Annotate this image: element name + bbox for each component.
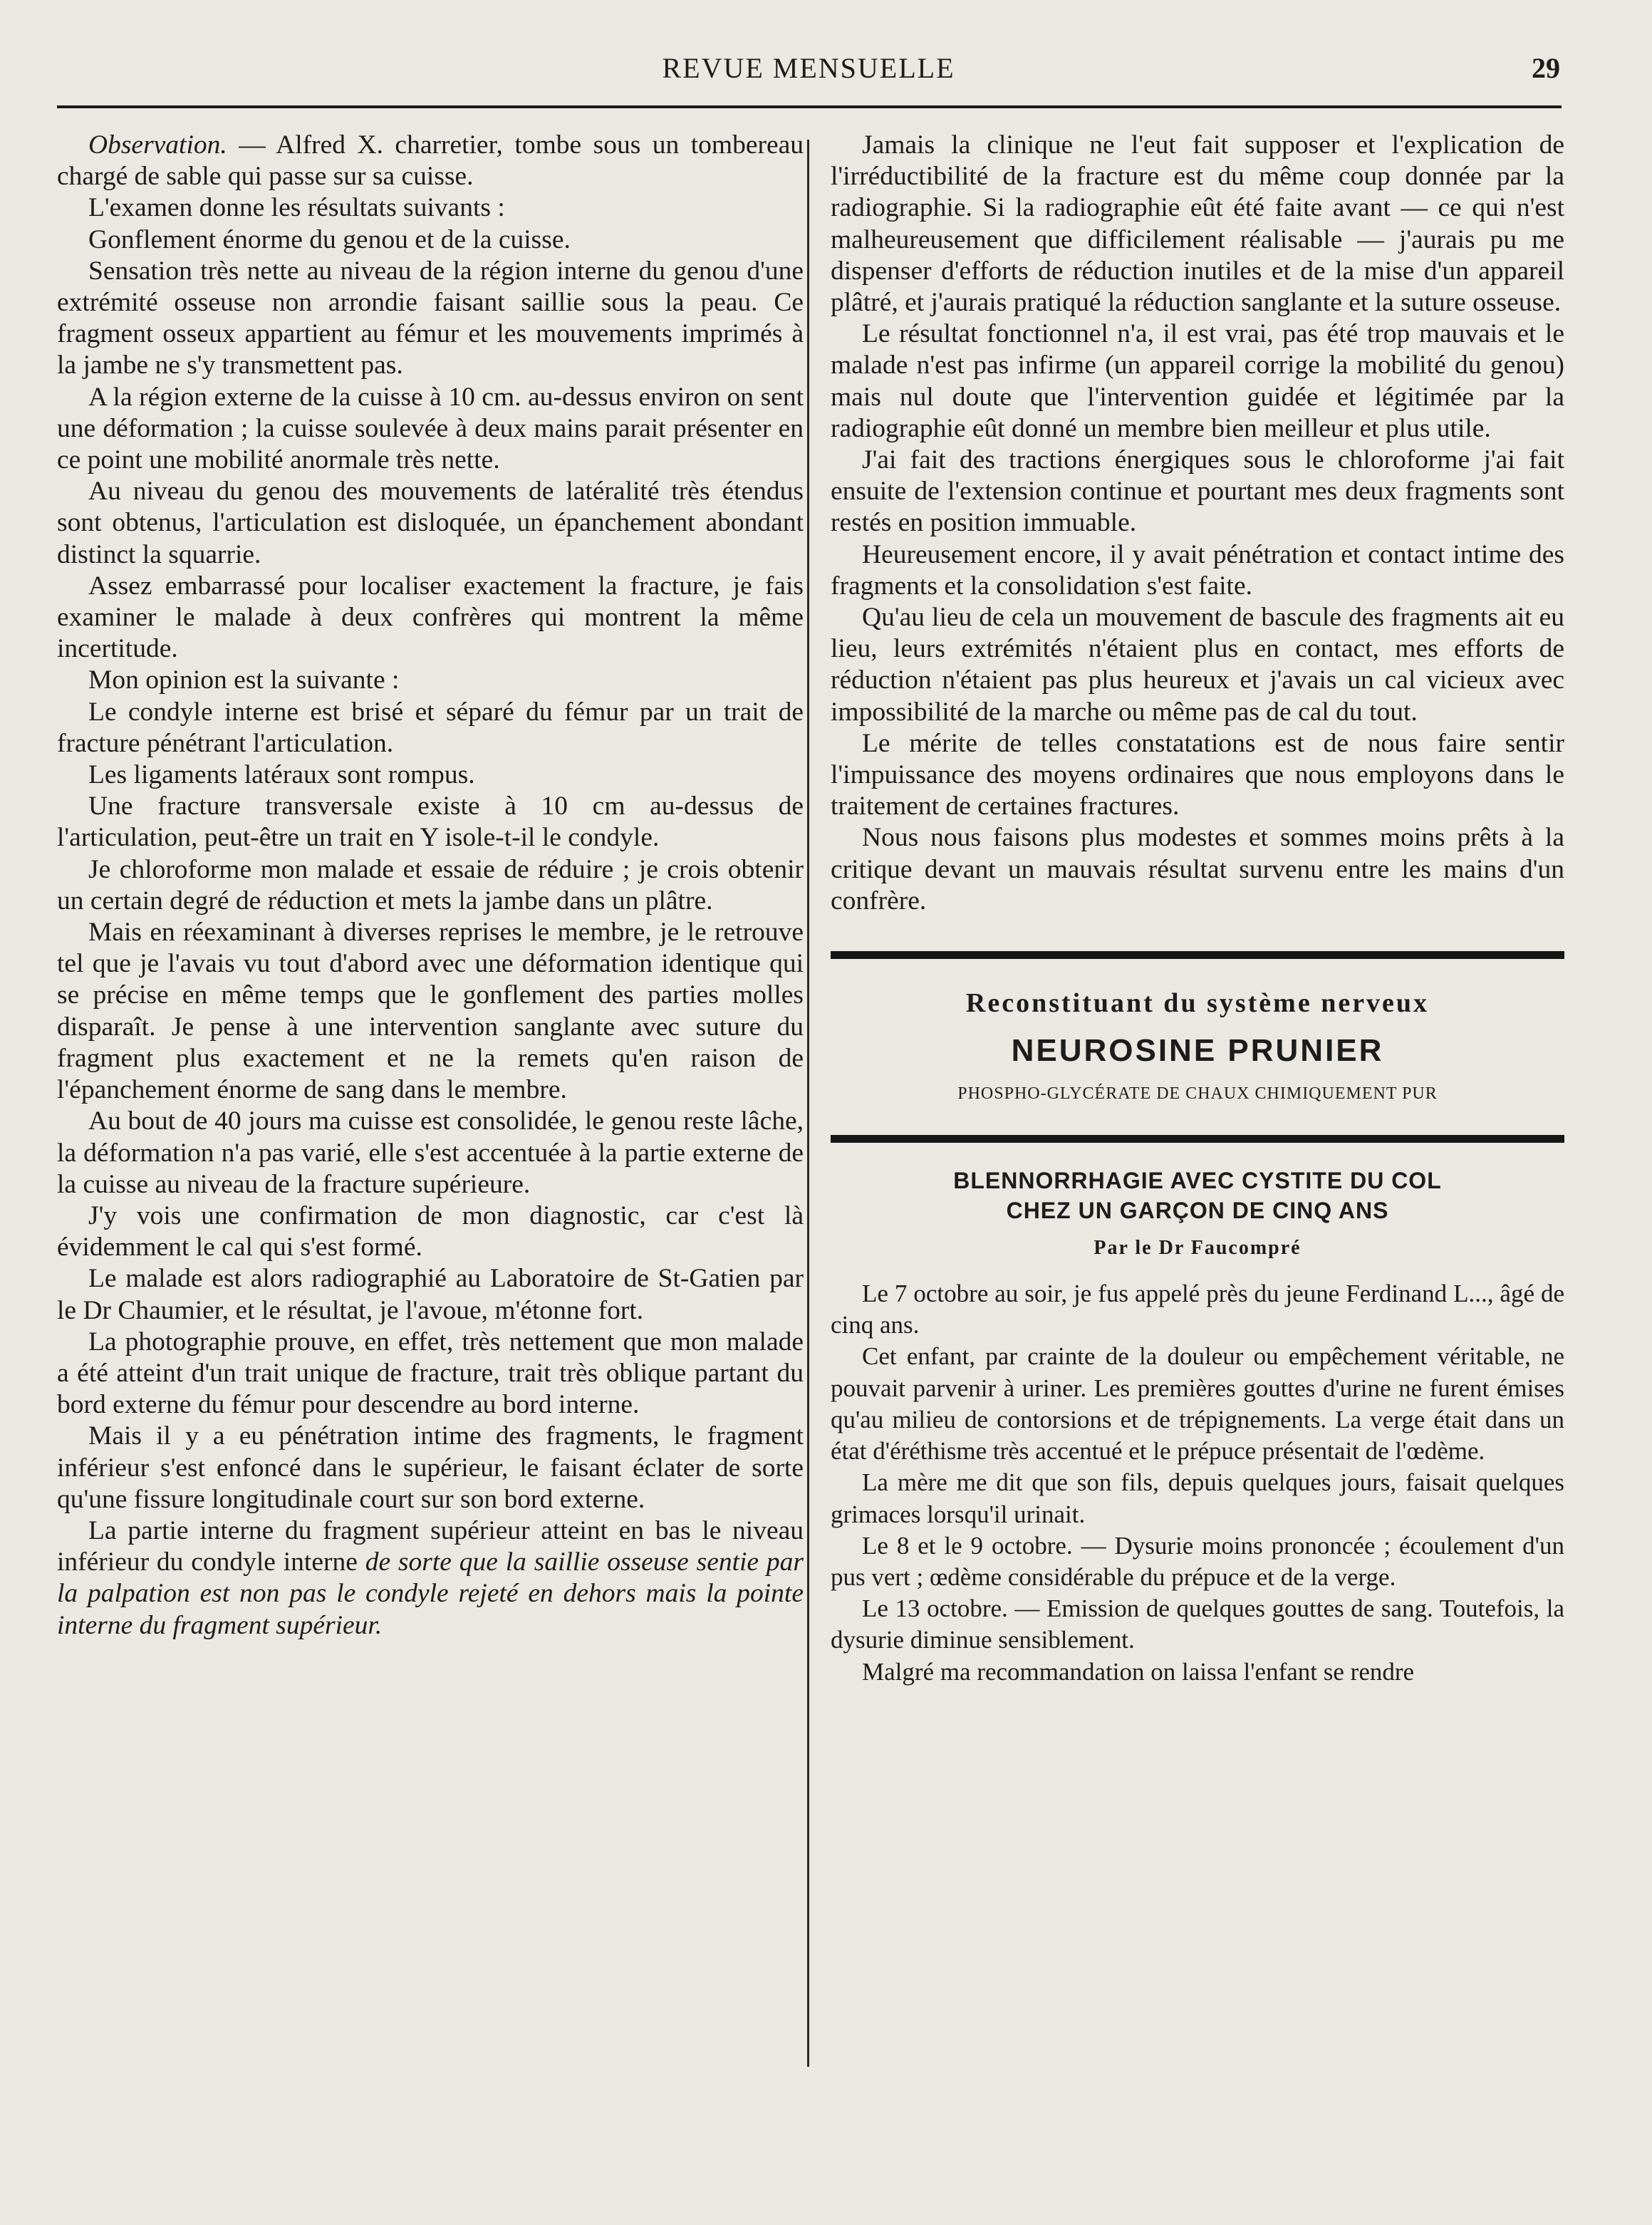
italic-conclusion: de sorte que la saillie osseuse sentie par la palpation est non pas le condyle rejeté en dehors mais la pointe interne du fragment supérieur.: [57, 1547, 804, 1640]
paragraph: Le mérite de telles constatations est de nous faire sentir l'impuissance des moyens ordinaires que nous employons dans le traitement de certaines fractures.: [831, 728, 1564, 821]
paragraph: Je chloroforme mon malade et essaie de réduire ; je crois obtenir un certain degré de réduction et mets la jambe dans un plâtre.: [57, 854, 804, 916]
advertisement: [831, 987, 1564, 1104]
article-title-line: CHEZ UN GARÇON DE CINQ ANS: [1006, 1198, 1389, 1224]
section-rule: [831, 1135, 1564, 1143]
article-title-line: BLENNORRHAGIE AVEC CYSTITE DU COL: [953, 1168, 1442, 1194]
paragraph-text: La partie interne du fragment supérieur atteint en bas le niveau inférieur du condyle interne: [57, 1515, 804, 1577]
paragraph: Au bout de 40 jours ma cuisse est consolidée, le genou reste lâche, la déformation n'a pas varié, elle s'est accentuée à la partie externe de la cuisse au niveau de la fracture supérieure.: [57, 1106, 804, 1199]
paragraph: A la région externe de la cuisse à 10 cm. au-dessus environ on sent une déformation ; la cuisse soulevée à deux mains parait présenter en ce point une mobilité anormale très nette.: [57, 382, 804, 475]
ad-product-name: NEUROSINE PRUNIER: [1011, 1033, 1384, 1069]
paragraph-text: — Alfred X. charretier, tombe sous un tombereau chargé de sable qui passe sur sa cuisse.: [57, 130, 804, 192]
paragraph: [57, 1515, 804, 1641]
paragraph: Heureusement encore, il y avait pénétration et contact intime des fragments et la consolidation s'est faite.: [831, 539, 1564, 601]
left-column: [57, 130, 804, 1641]
paragraph: Le 7 octobre au soir, je fus appelé près du jeune Ferdinand L..., âgé de cinq ans.: [831, 1280, 1564, 1339]
paragraph: Assez embarrassé pour localiser exactement la fracture, je fais examiner le malade à deux confrères qui montrent la même incertitude.: [57, 571, 804, 664]
paragraph: La photographie prouve, en effet, très nettement que mon malade a été atteint d'un trait unique de fracture, trait très oblique partant du bord externe du fémur pour descendre au bord interne.: [57, 1327, 804, 1420]
paragraph: Mais en réexaminant à diverses reprises le membre, je le retrouve tel que je l'avais vu tout d'abord avec une déformation identique qui se précise en même temps que le gonflement des parties molles disparaît. Je pense à une intervention sanglante avec suture du fragment plus exactement et ne la remets qu'en raison de l'épanchement énorme de sang dans le membre.: [57, 918, 804, 1105]
paragraph: J'ai fait des tractions énergiques sous le chloroforme j'ai fait ensuite de l'extension continue et pourtant mes deux fragments sont restés en position immuable.: [831, 445, 1564, 538]
ad-description: PHOSPHO-GLYCÉRATE DE CHAUX CHIMIQUEMENT PUR: [957, 1084, 1438, 1104]
paragraph: Le 13 octobre. — Emission de quelques gouttes de sang. Toutefois, la dysurie diminue sensiblement.: [831, 1594, 1564, 1654]
page-number: 29: [1532, 52, 1560, 84]
page-header: [57, 51, 1560, 94]
paragraph: Une fracture transversale existe à 10 cm au-dessus de l'articulation, peut-être un trait en Y isole-t-il le condyle.: [57, 792, 804, 853]
paragraph: La mère me dit que son fils, depuis quelques jours, faisait quelques grimaces lorsqu'il urinait.: [831, 1468, 1564, 1528]
paragraph: Mais il y a eu pénétration intime des fragments, le fragment inférieur s'est enfoncé dans le supérieur, le faisant éclater de sorte qu'une fissure longitudinale court sur son bord externe.: [57, 1421, 804, 1514]
paragraph: Le résultat fonctionnel n'a, il est vrai, pas été trop mauvais et le malade n'est pas infirme (un appareil corrige la mobilité du genou) mais nul doute que l'intervention guidée et légitimée par la radiographie eût donné un membre bien meilleur et plus utile.: [831, 319, 1564, 443]
header-rule: [57, 105, 1562, 108]
paragraph: Le condyle interne est brisé et séparé du fémur par un trait de fracture pénétrant l'articulation.: [57, 697, 804, 758]
right-column: [831, 130, 1564, 1688]
paragraph: L'examen donne les résultats suivants :: [88, 193, 505, 223]
article-byline: Par le Dr Faucompré: [1093, 1237, 1302, 1260]
paragraph: Sensation très nette au niveau de la région interne du genou d'une extrémité osseuse non arrondie faisant saillie sous la peau. Ce fragment osseux appartient au fémur et les mouvements imprimés à la jambe ne s'y transmettent pas.: [57, 256, 804, 380]
paragraph: Qu'au lieu de cela un mouvement de bascule des fragments ait eu lieu, leurs extrémités n'étaient plus en contact, mes efforts de réduction n'étaient pas plus heureux et j'avais un cal vicieux avec impossibilité de la marche ou même pas de cal du tout.: [831, 603, 1564, 727]
column-divider: [807, 140, 809, 2067]
paragraph: Jamais la clinique ne l'eut fait supposer et l'explication de l'irréductibilité de la fracture est du même coup donnée par la radiographie. Si la radiographie eût été faite avant — ce qui n'est malheureusement que difficilement réalisable — j'aurais pu me dispenser d'efforts de réduction inutiles et de la mise d'un appareil plâtré, et j'aurais pratiqué la réduction sanglante et la suture osseuse.: [831, 130, 1564, 318]
running-title: REVUE MENSUELLE: [662, 52, 955, 84]
article-title: [831, 1166, 1564, 1225]
paragraph: Gonflement énorme du genou et de la cuisse.: [88, 224, 571, 254]
ad-tagline: Reconstituant du système nerveux: [965, 988, 1430, 1019]
observation-label: Observation.: [88, 130, 227, 160]
paragraph: [57, 130, 804, 192]
section-rule: [831, 951, 1564, 959]
paragraph: Au niveau du genou des mouvements de latéralité très étendus sont obtenus, l'articulation est disloquée, un épanchement abondant distinct la squarrie.: [57, 477, 804, 569]
paragraph: Le 8 et le 9 octobre. — Dysurie moins prononcée ; écoulement d'un pus vert ; œdème considérable du prépuce et de la verge.: [831, 1531, 1564, 1591]
paragraph: Malgré ma recommandation on laissa l'enfant se rendre: [862, 1657, 1415, 1686]
paragraph: Le malade est alors radiographié au Laboratoire de St-Gatien par le Dr Chaumier, et le résultat, je l'avoue, m'étonne fort.: [57, 1264, 804, 1325]
paragraph: Mon opinion est la suivante :: [88, 665, 400, 695]
paragraph: Les ligaments latéraux sont rompus.: [88, 760, 475, 790]
paragraph: J'y vois une confirmation de mon diagnostic, car c'est là évidemment le cal qui s'est formé.: [57, 1200, 804, 1262]
paragraph: Nous nous faisons plus modestes et sommes moins prêts à la critique devant un mauvais résultat survenu entre les mains d'un confrère.: [831, 823, 1564, 916]
paragraph: Cet enfant, par crainte de la douleur ou empêchement véritable, ne pouvait parvenir à uriner. Les premières gouttes d'urine ne furent émises qu'au milieu de contorsions et de trépignements. La verge était dans un état d'éréthisme très accentué et le prépuce présentait de l'œdème.: [831, 1342, 1564, 1466]
